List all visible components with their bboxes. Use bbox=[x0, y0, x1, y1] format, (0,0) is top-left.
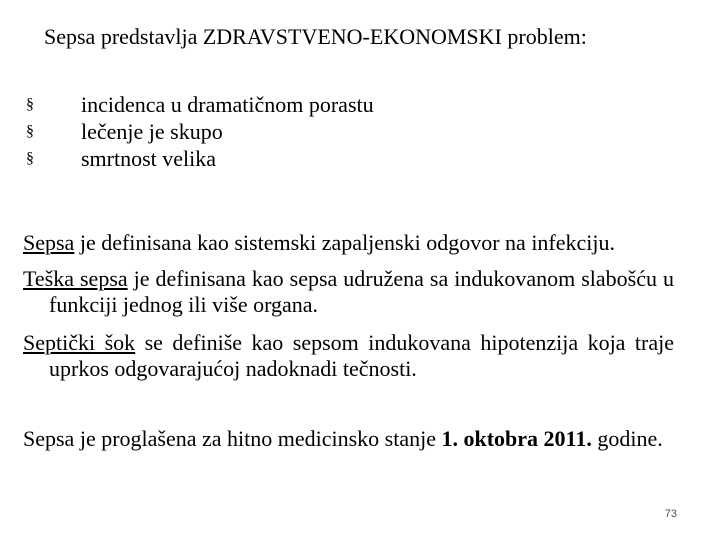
bullet-marker-icon: § bbox=[26, 96, 34, 113]
declaration-paragraph bbox=[23, 426, 674, 452]
term-teska-sepsa: Teška sepsa bbox=[23, 266, 128, 291]
term-sepsa: Sepsa bbox=[23, 230, 75, 255]
page-number: 73 bbox=[664, 508, 677, 520]
bullet-text: incidenca u dramatičnom porastu bbox=[81, 92, 374, 117]
definition-text: je definisana kao sepsa udružena sa indukovanom slabošću u funkciji jednog ili više organa. bbox=[49, 266, 674, 317]
definition-text: se definiše kao sepsom indukovana hipotenzija koja traje uprkos odgovarajućoj nadoknadi tečnosti. bbox=[49, 330, 674, 381]
definition-severe-sepsis bbox=[23, 266, 674, 318]
bullet-text: lečenje je skupo bbox=[81, 119, 223, 144]
declaration-suffix: godine. bbox=[591, 426, 663, 451]
declaration-date: 1. oktobra 2011. bbox=[441, 426, 592, 451]
definition-septic-shock bbox=[23, 330, 674, 382]
bullet-text: smrtnost velika bbox=[81, 146, 217, 171]
slide-title: Sepsa predstavlja ZDRAVSTVENO-EKONOMSKI problem: bbox=[44, 24, 587, 49]
bullet-marker-icon: § bbox=[26, 150, 34, 167]
declaration-text: Sepsa je proglašena za hitno medicinsko stanje bbox=[23, 426, 442, 451]
definition-sepsa bbox=[23, 230, 674, 256]
bullet-marker-icon: § bbox=[26, 123, 34, 140]
term-septicki-sok: Septički šok bbox=[23, 330, 136, 355]
definition-text: je definisana kao sistemski zapaljenski odgovor na infekciju. bbox=[74, 230, 616, 255]
